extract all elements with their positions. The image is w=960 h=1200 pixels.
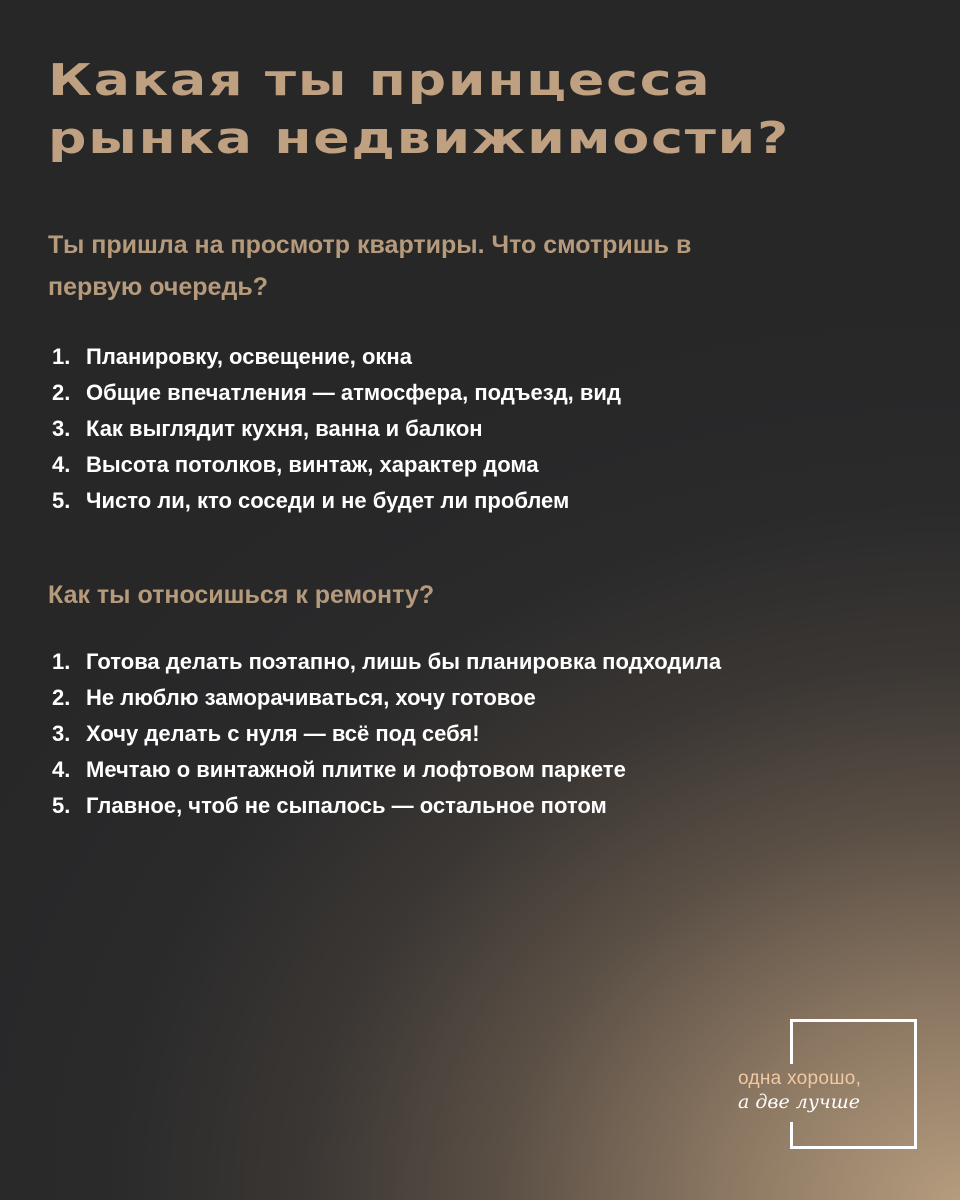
question-line: первую очередь? <box>48 273 268 301</box>
list-item <box>52 375 621 411</box>
list-item-text: Не люблю заморачиваться, хочу готовое <box>86 685 536 710</box>
list-item-number: 4. <box>52 452 71 477</box>
logo <box>738 1068 918 1114</box>
list-item-text: Планировку, освещение, окна <box>86 344 412 369</box>
list-item-number: 3. <box>52 416 71 441</box>
list-item-text: Чисто ли, кто соседи и не будет ли проблем <box>86 488 570 513</box>
logo-text-line: а две лучше <box>738 1091 860 1113</box>
list-item-text: Мечтаю о винтажной плитке и лофтовом паркете <box>86 757 626 782</box>
list-item-number: 3. <box>52 721 71 746</box>
list-item-text: Главное, чтоб не сыпалось — остальное потом <box>86 793 607 818</box>
answer-list <box>52 644 721 824</box>
list-item <box>52 788 721 824</box>
question-heading <box>48 224 908 308</box>
list-item-number: 5. <box>52 488 71 513</box>
list-item-text: Готова делать поэтапно, лишь бы планировка подходила <box>86 649 722 674</box>
list-item <box>52 411 621 447</box>
list-item <box>52 680 721 716</box>
page-title-line: рынка недвижимости? <box>48 113 791 164</box>
list-item-number: 2. <box>52 685 71 710</box>
list-item-text: Хочу делать с нуля — всё под себя! <box>86 721 480 746</box>
list-item <box>52 447 621 483</box>
list-item-number: 1. <box>52 344 71 369</box>
list-item-text: Общие впечатления — атмосфера, подъезд, вид <box>86 380 621 405</box>
list-item-number: 2. <box>52 380 71 405</box>
list-item-text: Высота потолков, винтаж, характер дома <box>86 452 539 477</box>
question-line: Как ты относишься к ремонту? <box>48 581 435 609</box>
question-line: Ты пришла на просмотр квартиры. Что смотришь в <box>48 231 692 259</box>
question-heading <box>48 574 434 616</box>
list-item <box>52 752 721 788</box>
page-title <box>48 52 790 168</box>
list-item-text: Как выглядит кухня, ванна и балкон <box>86 416 483 441</box>
list-item-number: 5. <box>52 793 71 818</box>
list-item-number: 4. <box>52 757 71 782</box>
list-item <box>52 716 721 752</box>
list-item-number: 1. <box>52 649 71 674</box>
logo-text-line: одна хорошо, <box>738 1068 862 1089</box>
page-title-line: Какая ты принцесса <box>48 55 712 106</box>
list-item <box>52 644 721 680</box>
list-item <box>52 339 621 375</box>
list-item <box>52 483 621 519</box>
answer-list <box>52 339 621 519</box>
